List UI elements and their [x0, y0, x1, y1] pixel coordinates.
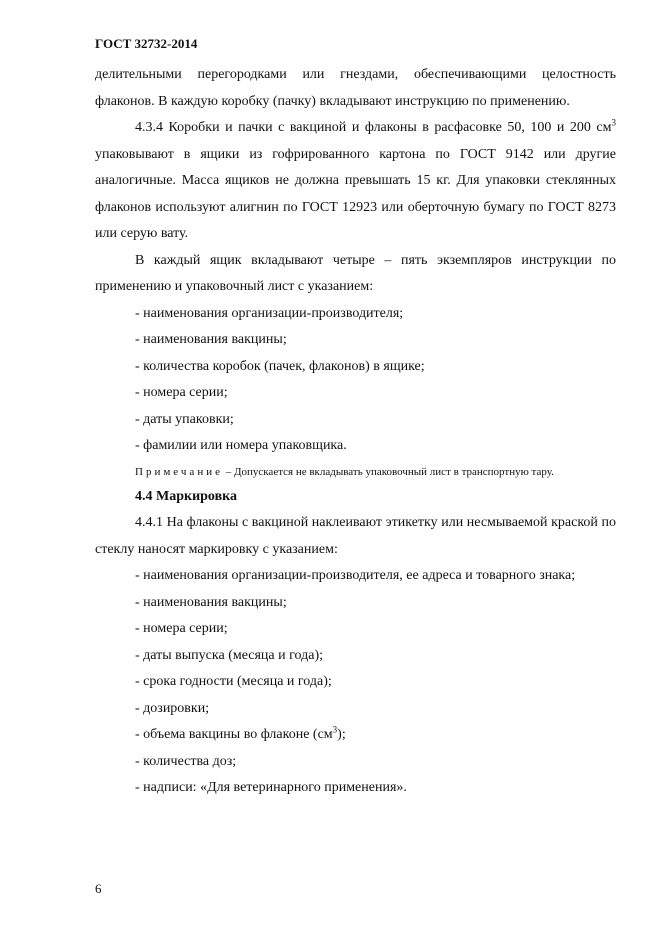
list-item: - количества доз;	[135, 753, 237, 769]
list-item: - срока годности (месяца и года);	[135, 674, 332, 689]
list-item: - наименования вакцины;	[135, 594, 287, 610]
list-item: - наименования организации-производителя, ее адреса и товарного знака;	[135, 568, 576, 583]
list-item: - наименования организации-производителя;	[135, 305, 404, 321]
list-item: - надписи: «Для ветеринарного применения».	[135, 780, 407, 795]
list-item: - номера серии;	[135, 385, 228, 400]
list-item: - количества коробок (пачек, флаконов) в ящике;	[135, 358, 425, 374]
box-insert-paragraph: В каждый ящик вкладывают четыре – пять экземпляров инструкции по применению и упаковочный лист с указанием:	[95, 252, 616, 294]
clause-4-3-4	[95, 115, 616, 248]
page-content	[95, 62, 616, 802]
marking-list	[95, 563, 616, 802]
list-item: - даты выпуска (месяца и года);	[135, 647, 324, 663]
list-item: - дозировки;	[135, 700, 210, 716]
note-text: – Допускается не вкладывать упаковочный лист в транспортную тару.	[222, 465, 554, 478]
list-item: - даты упаковки;	[135, 411, 234, 427]
cubic-superscript: 3	[332, 724, 338, 735]
list-item: - фамилии или номера упаковщика.	[135, 438, 347, 453]
list-item-volume	[95, 722, 616, 749]
cubic-superscript: 3	[611, 117, 616, 128]
document-id-header: ГОСТ 32732-2014	[95, 36, 198, 51]
volume-text-b: );	[337, 727, 346, 742]
note-heading: Примечание	[135, 465, 223, 478]
continuation-paragraph: делительными перегородками или гнездами, обеспечивающими целостность флаконов. В каждую коробку (пачку) вкладывают инструкцию по применению.	[95, 67, 616, 109]
box-list	[95, 301, 616, 460]
volume-text-a: - объема вакцины во флаконе (см	[135, 727, 333, 742]
list-item: - наименования вакцины;	[135, 332, 287, 347]
list-item: - номера серии;	[135, 621, 228, 636]
clause-4-3-4-part-b: упаковывают в ящики из гофрированного картона по ГОСТ 9142 или другие аналогичные. Масса ящиков не должна превышать 15 кг. Для упаковки стеклянных флаконов используют алигнин по ГОСТ 12923 или оберточную бумагу по ГОСТ 8273 или серую вату.	[95, 146, 616, 241]
clause-4-4-1: 4.4.1 На флаконы с вакциной наклеивают этикетку или несмываемой краской по стеклу наносят маркировку с указанием:	[95, 515, 616, 557]
clause-4-3-4-part-a: 4.3.4 Коробки и пачки с вакциной и флаконы в расфасовке 50, 100 и 200 см	[135, 120, 612, 135]
note	[95, 460, 616, 484]
section-title: 4.4 Маркировка	[135, 488, 237, 504]
page-number: 6	[95, 881, 102, 896]
